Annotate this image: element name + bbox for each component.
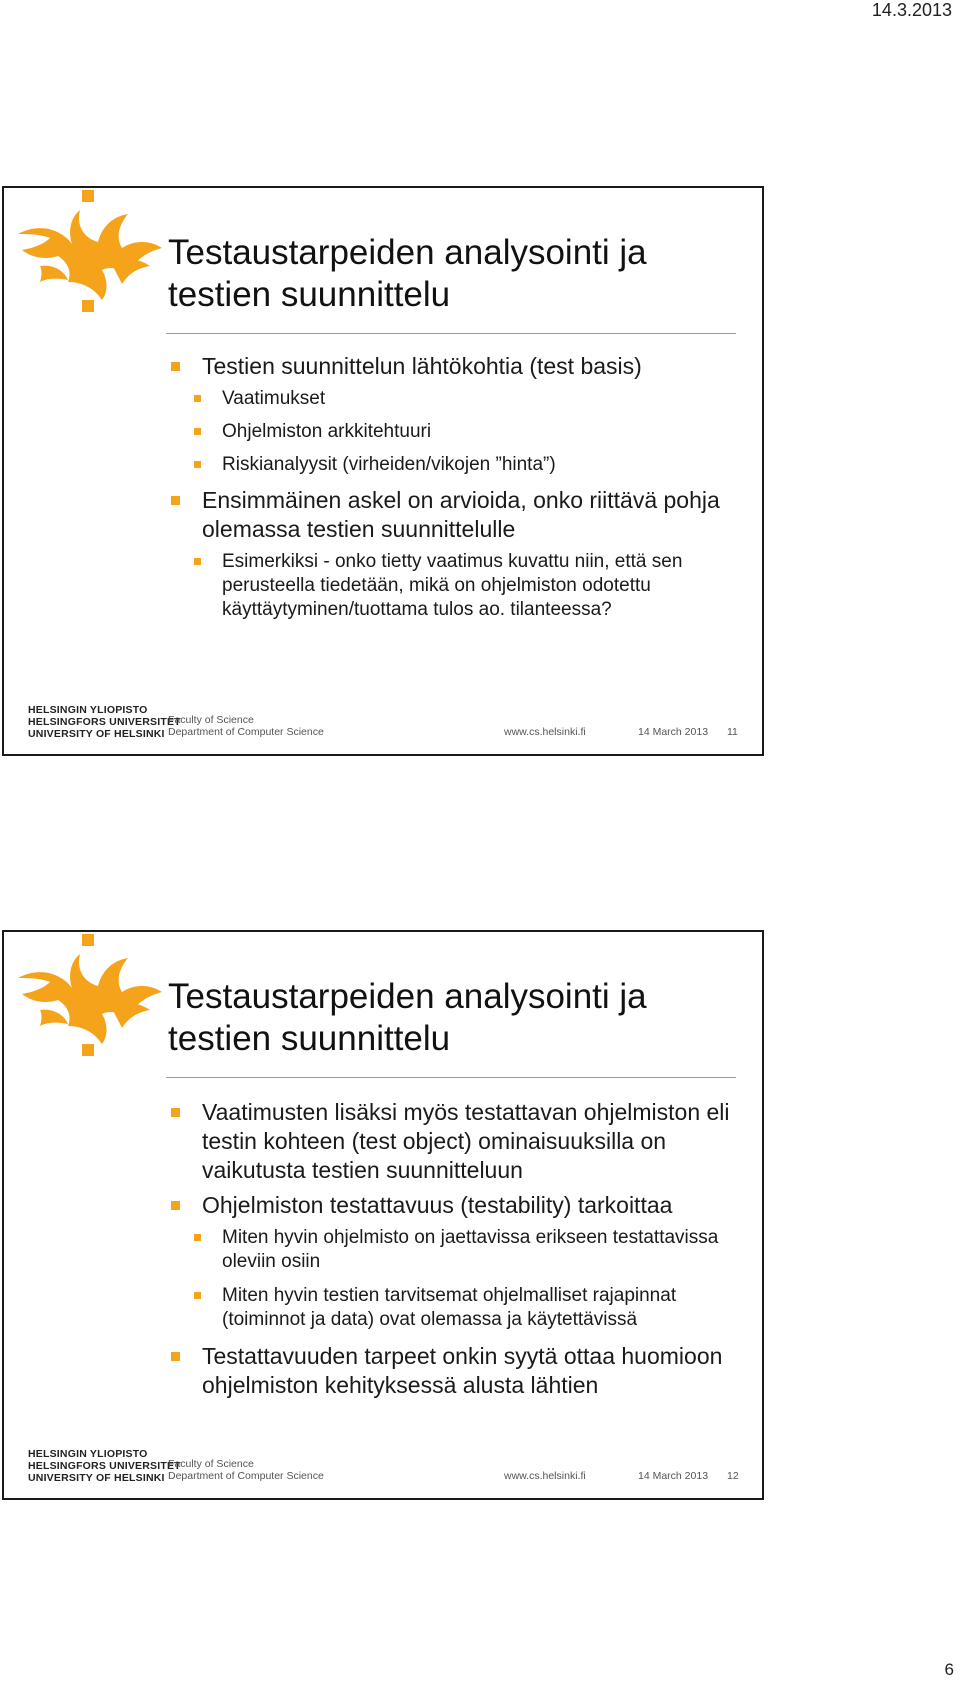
footer-url: www.cs.helsinki.fi [504,726,586,738]
footer-date: 14 March 2013 [638,1470,709,1482]
slide-title [168,232,748,316]
university-name-fi: HELSINGIN YLIOPISTO [28,704,148,716]
department-name: Department of Computer Science [168,1470,324,1482]
title-divider [166,1077,736,1078]
slide-number: 12 [727,1470,739,1482]
slide-content [168,1098,748,1406]
faculty-name: Faculty of Science [168,1458,254,1470]
bullet-level-1: Testien suunnittelun lähtökohtia (test basis) [168,352,748,381]
bullet-level-2: Miten hyvin testien tarvitsemat ohjelmalliset rajapinnat (toiminnot ja data) ovat olemassa ja käytettävissä [168,1284,748,1332]
university-flame-logo [10,182,170,332]
title-divider [166,333,736,334]
slide-11 [2,186,764,756]
slide-number: 11 [727,726,738,738]
university-wordmark [28,1448,181,1484]
footer-faculty [168,1458,324,1482]
slide-content [168,352,748,631]
bullet-level-1: Ohjelmiston testattavuus (testability) tarkoittaa [168,1191,748,1220]
university-wordmark [28,704,181,740]
university-name-sv: HELSINGFORS UNIVERSITET [28,716,181,728]
department-name: Department of Computer Science [168,726,324,738]
bullet-level-2: Vaatimukset [168,387,748,411]
bullet-list [168,1098,748,1400]
slide-title-line-1: Testaustarpeiden analysointi ja [168,977,647,1016]
faculty-name: Faculty of Science [168,714,254,726]
slide-title-line-2: testien suunnittelu [168,1019,451,1058]
bullet-level-1: Testattavuuden tarpeet onkin syytä ottaa huomioon ohjelmiston kehityksessä alusta lähtien [168,1342,748,1400]
page-date: 14.3.2013 [871,0,952,20]
bullet-level-2: Miten hyvin ohjelmisto on jaettavissa erikseen testattavissa oleviin osiin [168,1226,748,1274]
slide-12 [2,930,764,1500]
slide-title-line-1: Testaustarpeiden analysointi ja [168,233,647,272]
bullet-level-2: Riskianalyysit (virheiden/vikojen ”hinta”) [168,453,748,477]
footer-faculty [168,714,324,738]
university-name-fi: HELSINGIN YLIOPISTO [28,1448,148,1460]
bullet-level-2: Ohjelmiston arkkitehtuuri [168,420,748,444]
footer-url: www.cs.helsinki.fi [504,1470,586,1482]
university-name-en: UNIVERSITY OF HELSINKI [28,1472,165,1484]
bullet-list [168,352,748,622]
bullet-level-1: Vaatimusten lisäksi myös testattavan ohjelmiston eli testin kohteen (test object) ominaisuuksilla on vaikutusta testien suunnitteluun [168,1098,748,1185]
bullet-level-2: Esimerkiksi - onko tietty vaatimus kuvattu niin, että sen perusteella tiedetään, mikä on ohjelmiston odotettu käyttäytyminen/tuottama tulos ao. tilanteessa? [168,550,748,622]
university-flame-logo [10,926,170,1076]
university-name-en: UNIVERSITY OF HELSINKI [28,728,165,740]
bullet-level-1: Ensimmäinen askel on arvioida, onko riittävä pohja olemassa testien suunnittelulle [168,486,748,544]
footer-date: 14 March 2013 [638,726,709,738]
slide-title-line-2: testien suunnittelu [168,275,451,314]
slide-title [168,976,748,1060]
university-name-sv: HELSINGFORS UNIVERSITET [28,1460,181,1472]
page-number: 6 [944,1660,954,1679]
